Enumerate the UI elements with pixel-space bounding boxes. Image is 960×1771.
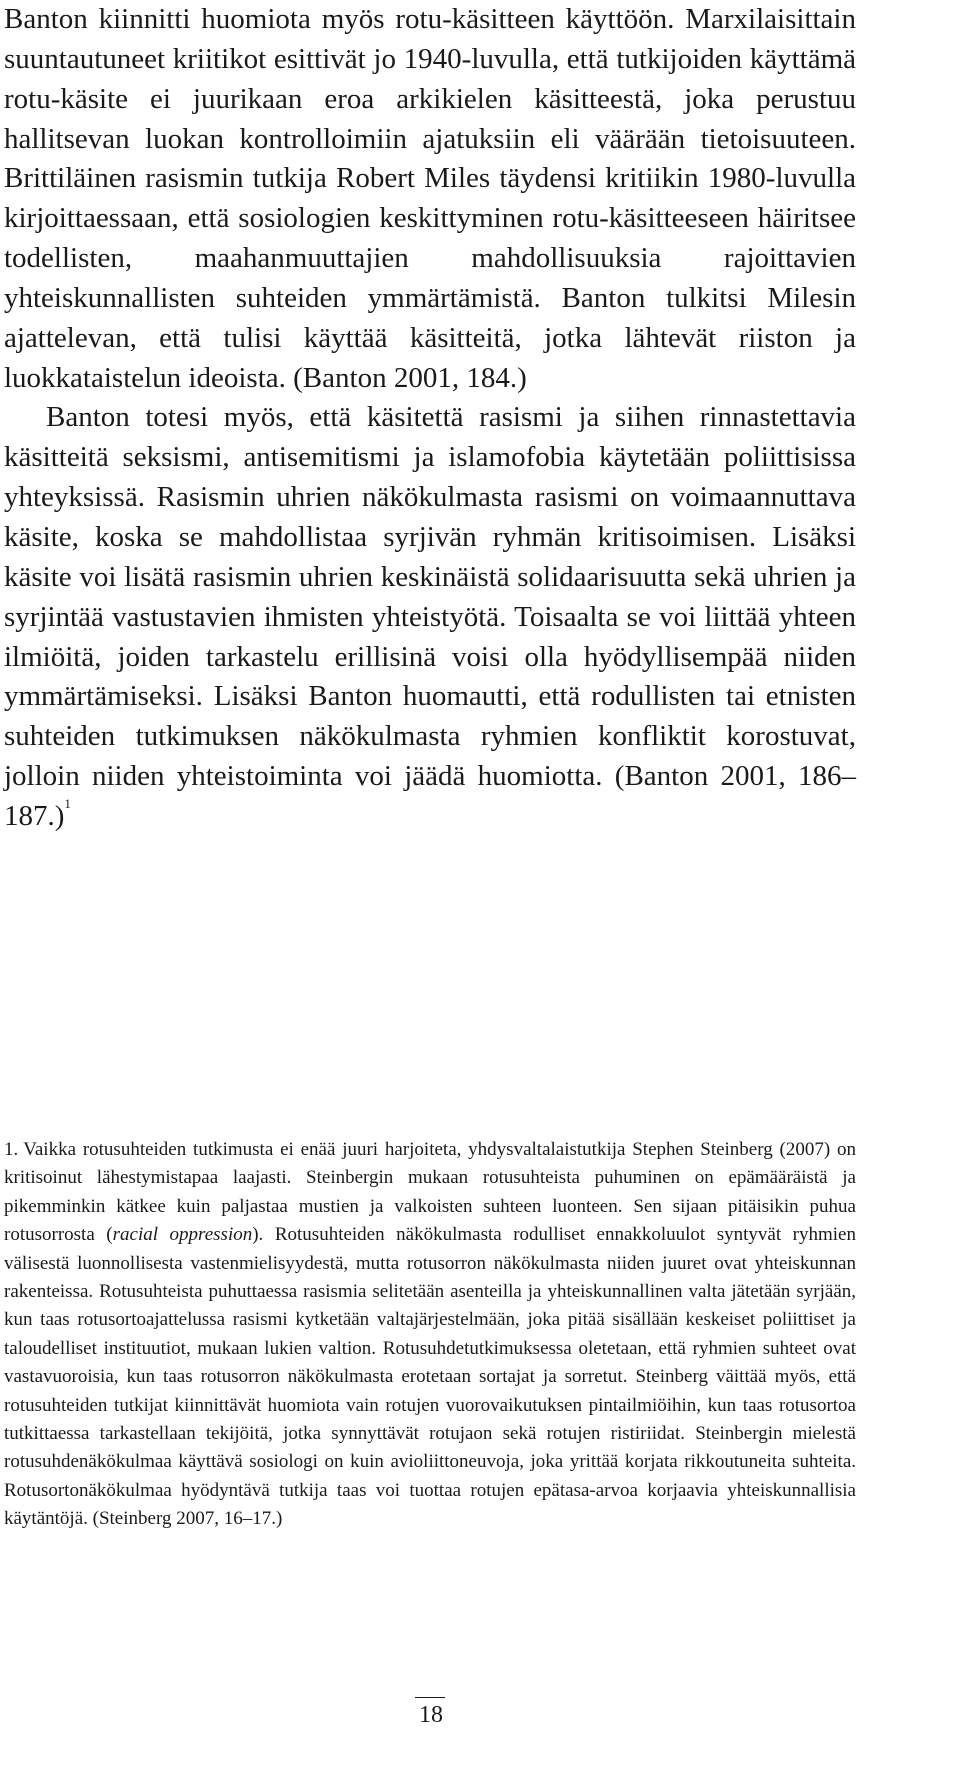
paragraph-2 <box>4 398 856 836</box>
page-number: 18 <box>419 1702 443 1728</box>
paragraph-1 <box>4 0 856 398</box>
book-page <box>4 0 856 1771</box>
footnote-italic-term: racial oppression <box>112 1224 253 1246</box>
page-number-rule <box>415 1697 445 1698</box>
footnote-1 <box>4 1136 856 1534</box>
footnote-text-before: Vaikka rotusuhteiden tutkimusta ei enää juuri harjoiteta, yhdysvaltalaistutkija Stephen Steinberg (2007) on kritisoinut lähestymistapaa laajasti. Steinbergin mukaan rotusuhteista puhuminen on epämääräistä ja pikemminkin kätkee kuin paljastaa mustien ja valkoisten suhteen luonteen. Sen sijaan pitäisikin puhua rotusorrosta ( <box>4 1139 856 1246</box>
main-text <box>4 0 856 837</box>
paragraph-1-text: Banton kiinnitti huomiota myös rotu-käsitteen käyttöön. Marxilaisittain suuntautuneet kriitikot esittivät jo 1940-luvulla, että tutkijoiden käyttämä rotu-käsite ei juurikaan eroa arkikielen käsitteestä, joka perustuu hallitsevan luokan kontrolloimiin ajatuksiin eli väärään tietoisuuteen. Brittiläinen rasismin tutkija Robert Miles täydensi kritiikin 1980-luvulla kirjoittaessaan, että sosiologien keskittyminen rotu-käsitteeseen häiritsee todellisten, maahanmuuttajien mahdollisuuksia rajoittavien yhteiskunnallisten suhteiden ymmärtämistä. Banton tulkitsi Milesin ajattelevan, että tulisi käyttää käsitteitä, jotka lähtevät riiston ja luokkataistelun ideoista. (Banton 2001, 184.) <box>4 3 856 394</box>
footnote-text-after: ). Rotusuhteiden näkökulmasta rodulliset ennakkoluulot syntyvät ryhmien välisestä luonnollisesta vastenmielisyydestä, mutta rotusorron näkökulmasta niiden juuret ovat yhteiskunnan rakenteissa. Rotusuhteista puhuttaessa rasismia selitetään asenteilla ja yhteiskunnallinen valta jätetään syrjään, kun taas rotusortoajattelussa rasismi kytketään valtajärjestelmään, joka pitää sisällään keskeiset poliittiset ja taloudelliset instituutiot, mukaan lukien valtion. Rotusuhdetutkimuksessa oletetaan, että ryhmien suhteet ovat vastavuoroisia, kun taas rotusorron näkökulmasta erotetaan sortajat ja sorretut. Steinberg väittää myös, että rotusuhteiden tutkijat kiinnittävät huomiota vain rotujen vuorovaikutuksen pintailmiöihin, kun taas rotusortoa tutkittaessa tarkastellaan tekijöitä, jotka synnyttävät rotujaon sekä rotujen ristiriidat. Steinbergin mielestä rotusuhdenäkökulmaa käyttävä sosiologi on kuin avioliittoneuvoja, joka yrittää korjata rikkoutuneita suhteita. Rotusortonäkökulmaa hyödyntävä tutkija taas voi tuottaa rotujen epätasa-arvoa korjaavia yhteiskunnallisia käytäntöjä. (Steinberg 2007, 16–17.) <box>4 1224 856 1530</box>
footnote-reference: 1 <box>64 795 71 811</box>
paragraph-2-text: Banton totesi myös, että käsitettä rasismi ja siihen rinnastettavia käsitteitä seksismi, antisemitismi ja islamofobia käytetään poliittisissa yhteyksissä. Rasismin uhrien näkökulmasta rasismi on voimaannuttava käsite, koska se mahdollistaa syrjivän ryhmän kritisoimisen. Lisäksi käsite voi lisätä rasismin uhrien keskinäistä solidaarisuutta sekä uhrien ja syrjintää vastustavien ihmisten yhteistyötä. Toisaalta se voi liittää yhteen ilmiöitä, joiden tarkastelu erillisinä voisi olla hyödyllisempää niiden ymmärtämiseksi. Lisäksi Banton huomautti, että rodullisten tai etnisten suhteiden tutkimuksen näkökulmasta ryhmien konfliktit korostuvat, jolloin niiden yhteistoiminta voi jäädä huomiotta. (Banton 2001, 186–187.) <box>4 401 856 832</box>
footnote-number: 1. <box>4 1139 19 1160</box>
